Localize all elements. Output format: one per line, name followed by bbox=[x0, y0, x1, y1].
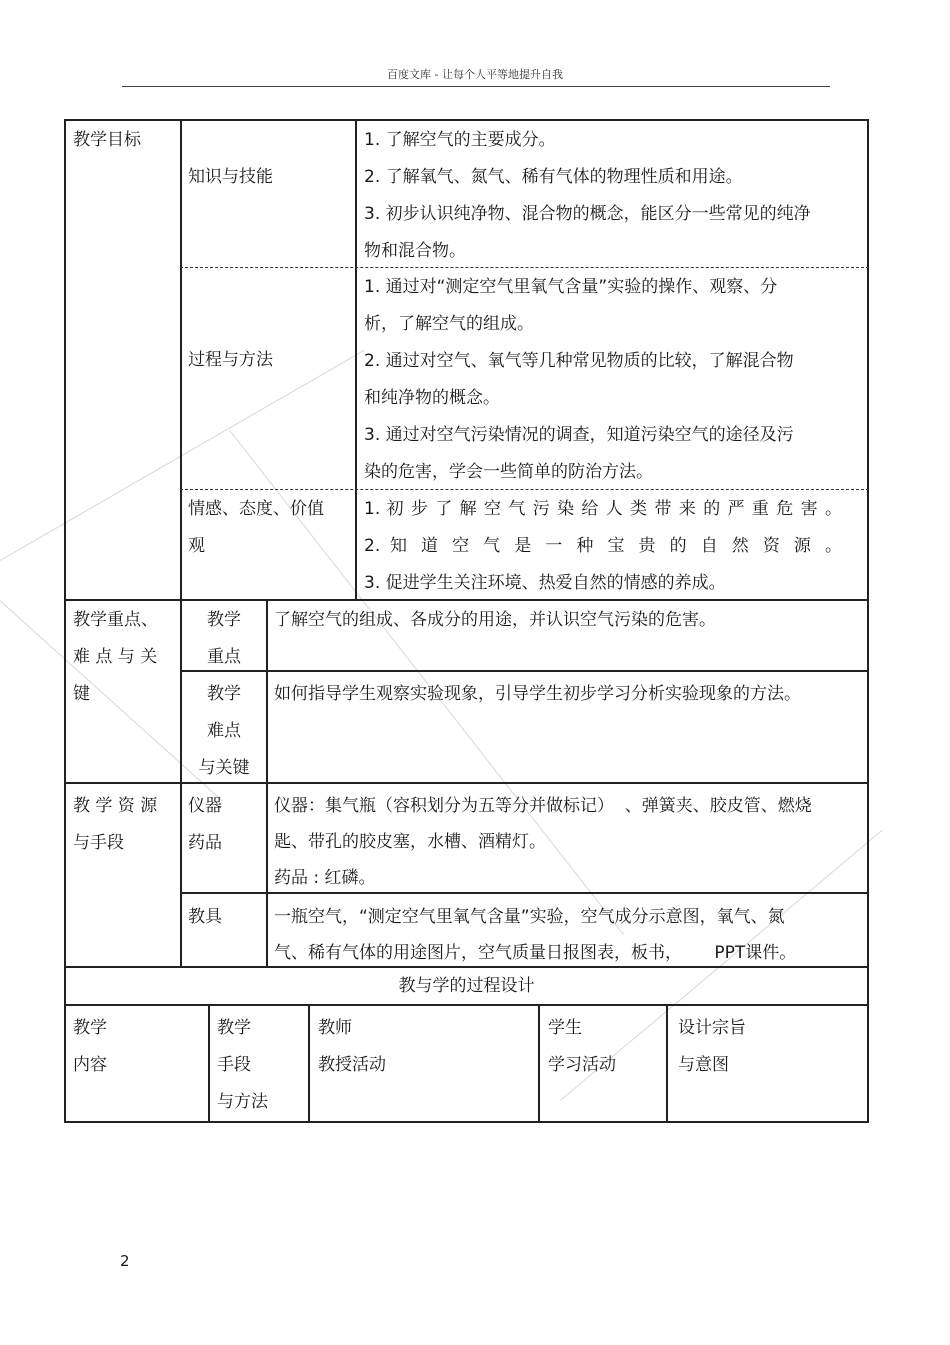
divider bbox=[208, 1004, 210, 1123]
difficulty-text: 如何指导学生观察实验现象，引导学生初步学习分析实验现象的方法。 bbox=[274, 684, 801, 704]
text-line: 药品 : 红磷。 bbox=[274, 868, 376, 888]
text-line: 气、稀有气体的用途图片，空气质量日报图表，板书， PPT课件。 bbox=[274, 943, 797, 963]
label-line: 教学 bbox=[207, 610, 241, 630]
title-line: 键 bbox=[73, 684, 90, 704]
col-line: 教师 bbox=[318, 1018, 352, 1038]
instruments-label bbox=[188, 788, 264, 862]
focus-text: 了解空气的组成、各成分的用途，并认识空气污染的危害。 bbox=[274, 610, 716, 630]
col-line: 与意图 bbox=[678, 1055, 729, 1075]
label-line: 情感、态度、价值 bbox=[188, 499, 324, 519]
col-line: 学生 bbox=[548, 1018, 582, 1038]
label-line: 观 bbox=[188, 536, 205, 556]
col-line: 与方法 bbox=[217, 1092, 268, 1112]
objectives-title: 教学目标 bbox=[73, 130, 141, 150]
divider bbox=[180, 119, 182, 600]
design-col-method bbox=[217, 1010, 268, 1121]
list-item: 和纯净物的概念。 bbox=[364, 388, 500, 408]
divider bbox=[266, 599, 268, 783]
col-line: 教学 bbox=[73, 1018, 107, 1038]
list-item: 1. 通过对“测定空气里氧气含量”实验的操作、观察、分 bbox=[364, 277, 778, 297]
col-line: 教授活动 bbox=[318, 1055, 386, 1075]
emotion-items bbox=[364, 491, 842, 602]
focus-label bbox=[182, 602, 266, 676]
list-item: 1. 了解空气的主要成分。 bbox=[364, 130, 556, 150]
list-item: 3. 促进学生关注环境、热爱自然的情感的养成。 bbox=[364, 573, 726, 593]
design-title: 教与学的过程设计 bbox=[398, 976, 535, 996]
list-item: 析，了解空气的组成。 bbox=[364, 314, 534, 334]
text-line: 匙、带孔的胶皮塞，水槽、酒精灯。 bbox=[274, 832, 546, 852]
title-line: 教 学 资 源 bbox=[73, 796, 158, 816]
list-item: 3. 初步认识纯净物、混合物的概念，能区分一些常见的纯净 bbox=[364, 204, 811, 224]
label-line: 教学 bbox=[207, 684, 241, 704]
text-line: 仪器：集气瓶（容积划分为五等分并做标记） 、弹簧夹、胶皮管、燃烧 bbox=[274, 796, 812, 816]
text-line: 一瓶空气，“测定空气里氧气含量”实验，空气成分示意图，氧气、氮 bbox=[274, 907, 785, 927]
table-border bbox=[867, 119, 869, 1123]
aids-text bbox=[274, 899, 864, 971]
process-items bbox=[364, 269, 854, 491]
list-item: 2. 知 道 空 气 是 一 种 宝 贵 的 自 然 资 源 。 bbox=[364, 536, 842, 556]
list-item: 2. 通过对空气、氧气等几种常见物质的比较，了解混合物 bbox=[364, 351, 794, 371]
header-rule bbox=[122, 86, 830, 87]
page-number: 2 bbox=[120, 1252, 130, 1270]
table-border bbox=[64, 1121, 869, 1123]
label-line: 难点 bbox=[207, 721, 241, 741]
label-line: 与关键 bbox=[198, 758, 250, 778]
col-line: 手段 bbox=[217, 1055, 251, 1075]
resources-title bbox=[73, 788, 173, 862]
knowledge-items bbox=[364, 122, 854, 270]
design-col-purpose bbox=[678, 1010, 746, 1084]
divider bbox=[180, 670, 869, 672]
difficulty-label bbox=[182, 676, 266, 787]
page-header: 百度文库 - 让每个人平等地提升自我 bbox=[387, 68, 563, 81]
col-line: 教学 bbox=[217, 1018, 251, 1038]
divider bbox=[666, 1004, 668, 1123]
label-line: 重点 bbox=[207, 647, 241, 667]
divider bbox=[355, 119, 357, 600]
title-line: 教学重点、 bbox=[73, 610, 158, 630]
emotion-label bbox=[188, 491, 348, 565]
keypoints-title bbox=[73, 602, 173, 713]
divider bbox=[538, 1004, 540, 1123]
divider bbox=[308, 1004, 310, 1123]
design-col-teacher bbox=[318, 1010, 386, 1084]
table-border bbox=[64, 119, 869, 121]
design-col-content bbox=[73, 1010, 107, 1084]
col-line: 学习活动 bbox=[548, 1055, 616, 1075]
divider bbox=[266, 782, 268, 967]
instruments-text bbox=[274, 788, 864, 896]
knowledge-label: 知识与技能 bbox=[188, 167, 273, 187]
list-item: 2. 了解氧气、氮气、稀有气体的物理性质和用途。 bbox=[364, 167, 743, 187]
process-label: 过程与方法 bbox=[188, 350, 273, 370]
list-item: 1. 初 步 了 解 空 气 污 染 给 人 类 带 来 的 严 重 危 害 。 bbox=[364, 499, 842, 519]
aids-label: 教具 bbox=[188, 907, 222, 927]
col-line: 设计宗旨 bbox=[678, 1018, 746, 1038]
label-line: 仪器 bbox=[188, 796, 222, 816]
list-item: 染的危害，学会一些简单的防治方法。 bbox=[364, 462, 653, 482]
design-col-student bbox=[548, 1010, 616, 1084]
list-item: 3. 通过对空气污染情况的调查，知道污染空气的途径及污 bbox=[364, 425, 794, 445]
title-line: 与手段 bbox=[73, 833, 124, 853]
label-line: 药品 bbox=[188, 833, 222, 853]
col-line: 内容 bbox=[73, 1055, 107, 1075]
list-item: 物和混合物。 bbox=[364, 241, 466, 261]
title-line: 难 点 与 关 bbox=[73, 647, 158, 667]
